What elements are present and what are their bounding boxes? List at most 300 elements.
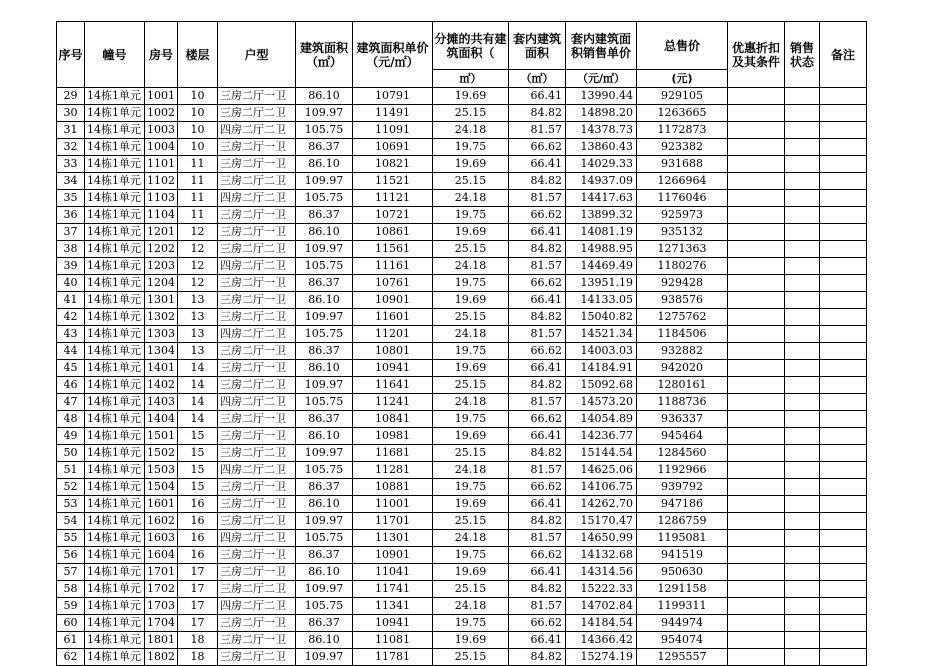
- cell-shared-area: 19.69: [433, 224, 509, 241]
- cell-floor: 16: [178, 496, 218, 513]
- cell-inner-area: 66.62: [509, 139, 566, 156]
- cell-building: 14栋1单元: [85, 360, 145, 377]
- cell-inner-price: 14898.20: [566, 105, 637, 122]
- cell-total-price: 950630: [637, 564, 728, 581]
- cell-area: 86.10: [296, 632, 353, 649]
- cell-area: 105.75: [296, 122, 353, 139]
- cell-inner-area: 66.62: [509, 207, 566, 224]
- cell-total-price: 932882: [637, 343, 728, 360]
- cell-inner-price: 14132.68: [566, 547, 637, 564]
- cell-room: 1702: [145, 581, 178, 598]
- cell-shared-area: 24.18: [433, 394, 509, 411]
- table-row: [57, 156, 867, 173]
- cell-inner-area: 81.57: [509, 598, 566, 615]
- cell-floor: 12: [178, 224, 218, 241]
- cell-remark: [820, 445, 867, 462]
- cell-area: 86.10: [296, 564, 353, 581]
- cell-no: 41: [57, 292, 85, 309]
- table-row: [57, 377, 867, 394]
- cell-inner-area: 81.57: [509, 122, 566, 139]
- cell-area: 86.10: [296, 360, 353, 377]
- table-row: [57, 224, 867, 241]
- cell-layout: 三房二厅一卫: [218, 615, 296, 632]
- cell-inner-area: 84.82: [509, 173, 566, 190]
- cell-status: [785, 343, 820, 360]
- cell-building: 14栋1单元: [85, 292, 145, 309]
- cell-discount: [728, 479, 785, 496]
- cell-remark: [820, 88, 867, 105]
- cell-shared-area: 19.75: [433, 207, 509, 224]
- cell-building: 14栋1单元: [85, 411, 145, 428]
- cell-inner-price: 14133.05: [566, 292, 637, 309]
- cell-shared-area: 25.15: [433, 241, 509, 258]
- cell-inner-price: 14573.20: [566, 394, 637, 411]
- cell-total-price: 1192966: [637, 462, 728, 479]
- cell-area: 105.75: [296, 326, 353, 343]
- cell-unit-price: 10881: [353, 479, 433, 496]
- cell-discount: [728, 445, 785, 462]
- cell-discount: [728, 156, 785, 173]
- cell-status: [785, 88, 820, 105]
- cell-unit-price: 11161: [353, 258, 433, 275]
- cell-status: [785, 156, 820, 173]
- cell-status: [785, 292, 820, 309]
- cell-no: 33: [57, 156, 85, 173]
- cell-inner-area: 66.41: [509, 632, 566, 649]
- cell-building: 14栋1单元: [85, 615, 145, 632]
- cell-inner-area: 84.82: [509, 309, 566, 326]
- cell-room: 1004: [145, 139, 178, 156]
- table-row: [57, 241, 867, 258]
- cell-building: 14栋1单元: [85, 105, 145, 122]
- cell-no: 35: [57, 190, 85, 207]
- cell-building: 14栋1单元: [85, 547, 145, 564]
- cell-no: 38: [57, 241, 85, 258]
- cell-remark: [820, 156, 867, 173]
- cell-building: 14栋1单元: [85, 581, 145, 598]
- cell-room: 1401: [145, 360, 178, 377]
- cell-building: 14栋1单元: [85, 224, 145, 241]
- cell-status: [785, 122, 820, 139]
- cell-remark: [820, 632, 867, 649]
- cell-room: 1503: [145, 462, 178, 479]
- table-row: [57, 462, 867, 479]
- cell-room: 1104: [145, 207, 178, 224]
- cell-building: 14栋1单元: [85, 207, 145, 224]
- header-shared-area-unit: ㎡）: [433, 70, 509, 88]
- cell-no: 36: [57, 207, 85, 224]
- table-row: [57, 581, 867, 598]
- cell-room: 1603: [145, 530, 178, 547]
- cell-no: 43: [57, 326, 85, 343]
- header-no: 序号: [57, 22, 85, 88]
- cell-floor: 14: [178, 411, 218, 428]
- cell-shared-area: 19.75: [433, 275, 509, 292]
- cell-discount: [728, 615, 785, 632]
- cell-status: [785, 241, 820, 258]
- cell-discount: [728, 530, 785, 547]
- cell-area: 86.37: [296, 615, 353, 632]
- cell-status: [785, 632, 820, 649]
- cell-inner-area: 66.62: [509, 547, 566, 564]
- cell-floor: 13: [178, 326, 218, 343]
- cell-shared-area: 19.75: [433, 479, 509, 496]
- cell-layout: 四房二厅二卫: [218, 258, 296, 275]
- cell-remark: [820, 309, 867, 326]
- cell-room: 1501: [145, 428, 178, 445]
- cell-status: [785, 275, 820, 292]
- cell-floor: 18: [178, 649, 218, 666]
- table-row: [57, 207, 867, 224]
- cell-inner-price: 13860.43: [566, 139, 637, 156]
- cell-discount: [728, 649, 785, 666]
- cell-area: 105.75: [296, 598, 353, 615]
- cell-total-price: 1188736: [637, 394, 728, 411]
- cell-layout: 四房二厅二卫: [218, 326, 296, 343]
- cell-total-price: 1286759: [637, 513, 728, 530]
- cell-layout: 三房二厅二卫: [218, 581, 296, 598]
- header-floor: 楼层: [178, 22, 218, 88]
- header-total-price-unit: (元): [637, 70, 728, 88]
- cell-no: 53: [57, 496, 85, 513]
- table-row: [57, 360, 867, 377]
- cell-area: 109.97: [296, 649, 353, 666]
- cell-floor: 15: [178, 445, 218, 462]
- header-inner-area: 套内建筑面积: [509, 22, 566, 70]
- cell-building: 14栋1单元: [85, 632, 145, 649]
- cell-inner-area: 84.82: [509, 377, 566, 394]
- cell-layout: 三房二厅一卫: [218, 632, 296, 649]
- cell-building: 14栋1单元: [85, 156, 145, 173]
- cell-discount: [728, 496, 785, 513]
- cell-discount: [728, 547, 785, 564]
- table-row: [57, 411, 867, 428]
- cell-inner-area: 84.82: [509, 513, 566, 530]
- cell-inner-price: 14236.77: [566, 428, 637, 445]
- cell-area: 86.10: [296, 156, 353, 173]
- cell-no: 58: [57, 581, 85, 598]
- cell-floor: 12: [178, 241, 218, 258]
- cell-unit-price: 11641: [353, 377, 433, 394]
- cell-no: 52: [57, 479, 85, 496]
- cell-area: 86.10: [296, 496, 353, 513]
- header-shared-area: 分摊的共有建筑面积（: [433, 22, 509, 70]
- cell-status: [785, 190, 820, 207]
- cell-building: 14栋1单元: [85, 394, 145, 411]
- cell-inner-price: 14378.73: [566, 122, 637, 139]
- cell-total-price: 1176046: [637, 190, 728, 207]
- cell-shared-area: 19.75: [433, 547, 509, 564]
- cell-inner-price: 14054.89: [566, 411, 637, 428]
- cell-total-price: 939792: [637, 479, 728, 496]
- header-layout: 户型: [218, 22, 296, 88]
- cell-total-price: 954074: [637, 632, 728, 649]
- header-total-price: 总售价: [637, 22, 728, 70]
- cell-unit-price: 10791: [353, 88, 433, 105]
- cell-discount: [728, 377, 785, 394]
- cell-layout: 三房二厅一卫: [218, 564, 296, 581]
- cell-remark: [820, 479, 867, 496]
- cell-discount: [728, 411, 785, 428]
- cell-floor: 10: [178, 88, 218, 105]
- cell-area: 86.37: [296, 207, 353, 224]
- cell-inner-price: 14988.95: [566, 241, 637, 258]
- table-row: [57, 292, 867, 309]
- cell-inner-price: 14417.63: [566, 190, 637, 207]
- cell-area: 109.97: [296, 105, 353, 122]
- cell-area: 86.37: [296, 139, 353, 156]
- cell-shared-area: 19.69: [433, 156, 509, 173]
- cell-remark: [820, 292, 867, 309]
- cell-inner-price: 15274.19: [566, 649, 637, 666]
- cell-shared-area: 25.15: [433, 309, 509, 326]
- cell-layout: 四房二厅二卫: [218, 190, 296, 207]
- cell-shared-area: 24.18: [433, 258, 509, 275]
- cell-remark: [820, 513, 867, 530]
- cell-layout: 四房二厅二卫: [218, 122, 296, 139]
- cell-layout: 四房二厅二卫: [218, 598, 296, 615]
- cell-floor: 10: [178, 122, 218, 139]
- cell-status: [785, 207, 820, 224]
- cell-layout: 三房二厅一卫: [218, 547, 296, 564]
- cell-unit-price: 11281: [353, 462, 433, 479]
- cell-total-price: 938576: [637, 292, 728, 309]
- cell-unit-price: 11121: [353, 190, 433, 207]
- cell-inner-price: 14184.91: [566, 360, 637, 377]
- header-discount: 优惠折扣及其条件: [728, 22, 785, 88]
- cell-floor: 11: [178, 207, 218, 224]
- cell-inner-area: 81.57: [509, 394, 566, 411]
- cell-discount: [728, 139, 785, 156]
- cell-building: 14栋1单元: [85, 190, 145, 207]
- cell-discount: [728, 462, 785, 479]
- header-area: 建筑面积（㎡）: [296, 22, 353, 88]
- cell-layout: 三房二厅一卫: [218, 479, 296, 496]
- cell-remark: [820, 360, 867, 377]
- cell-no: 45: [57, 360, 85, 377]
- cell-status: [785, 105, 820, 122]
- cell-inner-price: 14469.49: [566, 258, 637, 275]
- cell-shared-area: 19.69: [433, 428, 509, 445]
- cell-room: 1102: [145, 173, 178, 190]
- cell-remark: [820, 394, 867, 411]
- cell-floor: 15: [178, 479, 218, 496]
- cell-no: 56: [57, 547, 85, 564]
- cell-area: 86.10: [296, 224, 353, 241]
- cell-room: 1604: [145, 547, 178, 564]
- cell-inner-area: 66.62: [509, 615, 566, 632]
- cell-status: [785, 326, 820, 343]
- cell-total-price: 1266964: [637, 173, 728, 190]
- table-row: [57, 258, 867, 275]
- cell-discount: [728, 190, 785, 207]
- cell-discount: [728, 224, 785, 241]
- cell-shared-area: 24.18: [433, 462, 509, 479]
- cell-inner-price: 14521.34: [566, 326, 637, 343]
- cell-inner-price: 14106.75: [566, 479, 637, 496]
- cell-inner-price: 13990.44: [566, 88, 637, 105]
- cell-discount: [728, 598, 785, 615]
- cell-discount: [728, 326, 785, 343]
- cell-inner-area: 81.57: [509, 530, 566, 547]
- cell-inner-price: 15170.47: [566, 513, 637, 530]
- cell-floor: 13: [178, 309, 218, 326]
- cell-layout: 四房二厅二卫: [218, 530, 296, 547]
- cell-total-price: 923382: [637, 139, 728, 156]
- cell-room: 1301: [145, 292, 178, 309]
- cell-floor: 18: [178, 632, 218, 649]
- cell-status: [785, 581, 820, 598]
- cell-remark: [820, 207, 867, 224]
- cell-room: 1602: [145, 513, 178, 530]
- cell-inner-area: 84.82: [509, 445, 566, 462]
- cell-total-price: 1295557: [637, 649, 728, 666]
- cell-inner-price: 14262.70: [566, 496, 637, 513]
- cell-no: 48: [57, 411, 85, 428]
- table-row: [57, 309, 867, 326]
- cell-shared-area: 19.69: [433, 360, 509, 377]
- cell-inner-price: 13899.32: [566, 207, 637, 224]
- cell-remark: [820, 241, 867, 258]
- cell-unit-price: 11081: [353, 632, 433, 649]
- cell-inner-price: 15092.68: [566, 377, 637, 394]
- cell-area: 105.75: [296, 394, 353, 411]
- cell-remark: [820, 139, 867, 156]
- cell-unit-price: 11091: [353, 122, 433, 139]
- cell-building: 14栋1单元: [85, 513, 145, 530]
- cell-floor: 17: [178, 598, 218, 615]
- cell-discount: [728, 632, 785, 649]
- header-building: 幢号: [85, 22, 145, 88]
- cell-room: 1802: [145, 649, 178, 666]
- cell-inner-area: 66.62: [509, 343, 566, 360]
- cell-shared-area: 24.18: [433, 326, 509, 343]
- cell-inner-price: 13951.19: [566, 275, 637, 292]
- cell-shared-area: 19.75: [433, 343, 509, 360]
- cell-inner-area: 66.41: [509, 360, 566, 377]
- cell-area: 86.37: [296, 547, 353, 564]
- cell-area: 109.97: [296, 445, 353, 462]
- cell-layout: 三房二厅二卫: [218, 445, 296, 462]
- table-body: [57, 88, 867, 666]
- cell-inner-price: 15040.82: [566, 309, 637, 326]
- cell-remark: [820, 258, 867, 275]
- cell-inner-area: 84.82: [509, 105, 566, 122]
- cell-floor: 12: [178, 275, 218, 292]
- cell-discount: [728, 258, 785, 275]
- cell-unit-price: 11781: [353, 649, 433, 666]
- table-row: [57, 496, 867, 513]
- cell-remark: [820, 377, 867, 394]
- table-row: [57, 513, 867, 530]
- cell-status: [785, 479, 820, 496]
- cell-no: 50: [57, 445, 85, 462]
- cell-no: 37: [57, 224, 85, 241]
- cell-floor: 15: [178, 462, 218, 479]
- header-unit-price: 建筑面积单价（元/㎡）: [353, 22, 433, 88]
- cell-unit-price: 11241: [353, 394, 433, 411]
- cell-no: 62: [57, 649, 85, 666]
- cell-no: 57: [57, 564, 85, 581]
- cell-area: 109.97: [296, 513, 353, 530]
- cell-unit-price: 10901: [353, 292, 433, 309]
- cell-no: 61: [57, 632, 85, 649]
- cell-inner-price: 14625.06: [566, 462, 637, 479]
- cell-remark: [820, 343, 867, 360]
- cell-total-price: 929428: [637, 275, 728, 292]
- cell-status: [785, 394, 820, 411]
- cell-total-price: 1280161: [637, 377, 728, 394]
- cell-shared-area: 19.69: [433, 632, 509, 649]
- cell-inner-price: 14184.54: [566, 615, 637, 632]
- cell-layout: 三房二厅一卫: [218, 411, 296, 428]
- cell-room: 1304: [145, 343, 178, 360]
- cell-inner-price: 14650.99: [566, 530, 637, 547]
- cell-inner-price: 14314.56: [566, 564, 637, 581]
- cell-area: 109.97: [296, 309, 353, 326]
- cell-room: 1601: [145, 496, 178, 513]
- cell-unit-price: 11521: [353, 173, 433, 190]
- cell-unit-price: 10691: [353, 139, 433, 156]
- cell-shared-area: 25.15: [433, 377, 509, 394]
- cell-remark: [820, 411, 867, 428]
- cell-area: 109.97: [296, 377, 353, 394]
- cell-floor: 17: [178, 564, 218, 581]
- header-status: 销售状态: [785, 22, 820, 88]
- cell-layout: 三房二厅一卫: [218, 343, 296, 360]
- cell-shared-area: 25.15: [433, 649, 509, 666]
- cell-layout: 三房二厅一卫: [218, 428, 296, 445]
- cell-unit-price: 10721: [353, 207, 433, 224]
- cell-total-price: 936337: [637, 411, 728, 428]
- cell-inner-area: 66.41: [509, 292, 566, 309]
- cell-unit-price: 11601: [353, 309, 433, 326]
- cell-total-price: 1291158: [637, 581, 728, 598]
- cell-inner-area: 81.57: [509, 326, 566, 343]
- cell-layout: 三房二厅二卫: [218, 241, 296, 258]
- cell-shared-area: 25.15: [433, 445, 509, 462]
- cell-inner-area: 66.41: [509, 496, 566, 513]
- header-inner-price-unit: （元/㎡）: [566, 70, 637, 88]
- cell-layout: 三房二厅一卫: [218, 360, 296, 377]
- cell-total-price: 1172873: [637, 122, 728, 139]
- cell-room: 1103: [145, 190, 178, 207]
- table-row: [57, 547, 867, 564]
- cell-layout: 三房二厅二卫: [218, 513, 296, 530]
- cell-floor: 14: [178, 394, 218, 411]
- cell-floor: 16: [178, 513, 218, 530]
- cell-inner-area: 66.41: [509, 88, 566, 105]
- cell-inner-area: 66.41: [509, 224, 566, 241]
- cell-no: 39: [57, 258, 85, 275]
- cell-status: [785, 649, 820, 666]
- cell-status: [785, 139, 820, 156]
- cell-layout: 三房二厅一卫: [218, 224, 296, 241]
- cell-area: 105.75: [296, 258, 353, 275]
- cell-no: 49: [57, 428, 85, 445]
- cell-shared-area: 19.69: [433, 564, 509, 581]
- cell-room: 1504: [145, 479, 178, 496]
- cell-total-price: 931688: [637, 156, 728, 173]
- cell-building: 14栋1单元: [85, 564, 145, 581]
- cell-layout: 三房二厅二卫: [218, 105, 296, 122]
- cell-inner-area: 84.82: [509, 241, 566, 258]
- cell-discount: [728, 241, 785, 258]
- cell-inner-area: 66.62: [509, 479, 566, 496]
- cell-discount: [728, 513, 785, 530]
- cell-floor: 16: [178, 547, 218, 564]
- cell-inner-price: 14003.03: [566, 343, 637, 360]
